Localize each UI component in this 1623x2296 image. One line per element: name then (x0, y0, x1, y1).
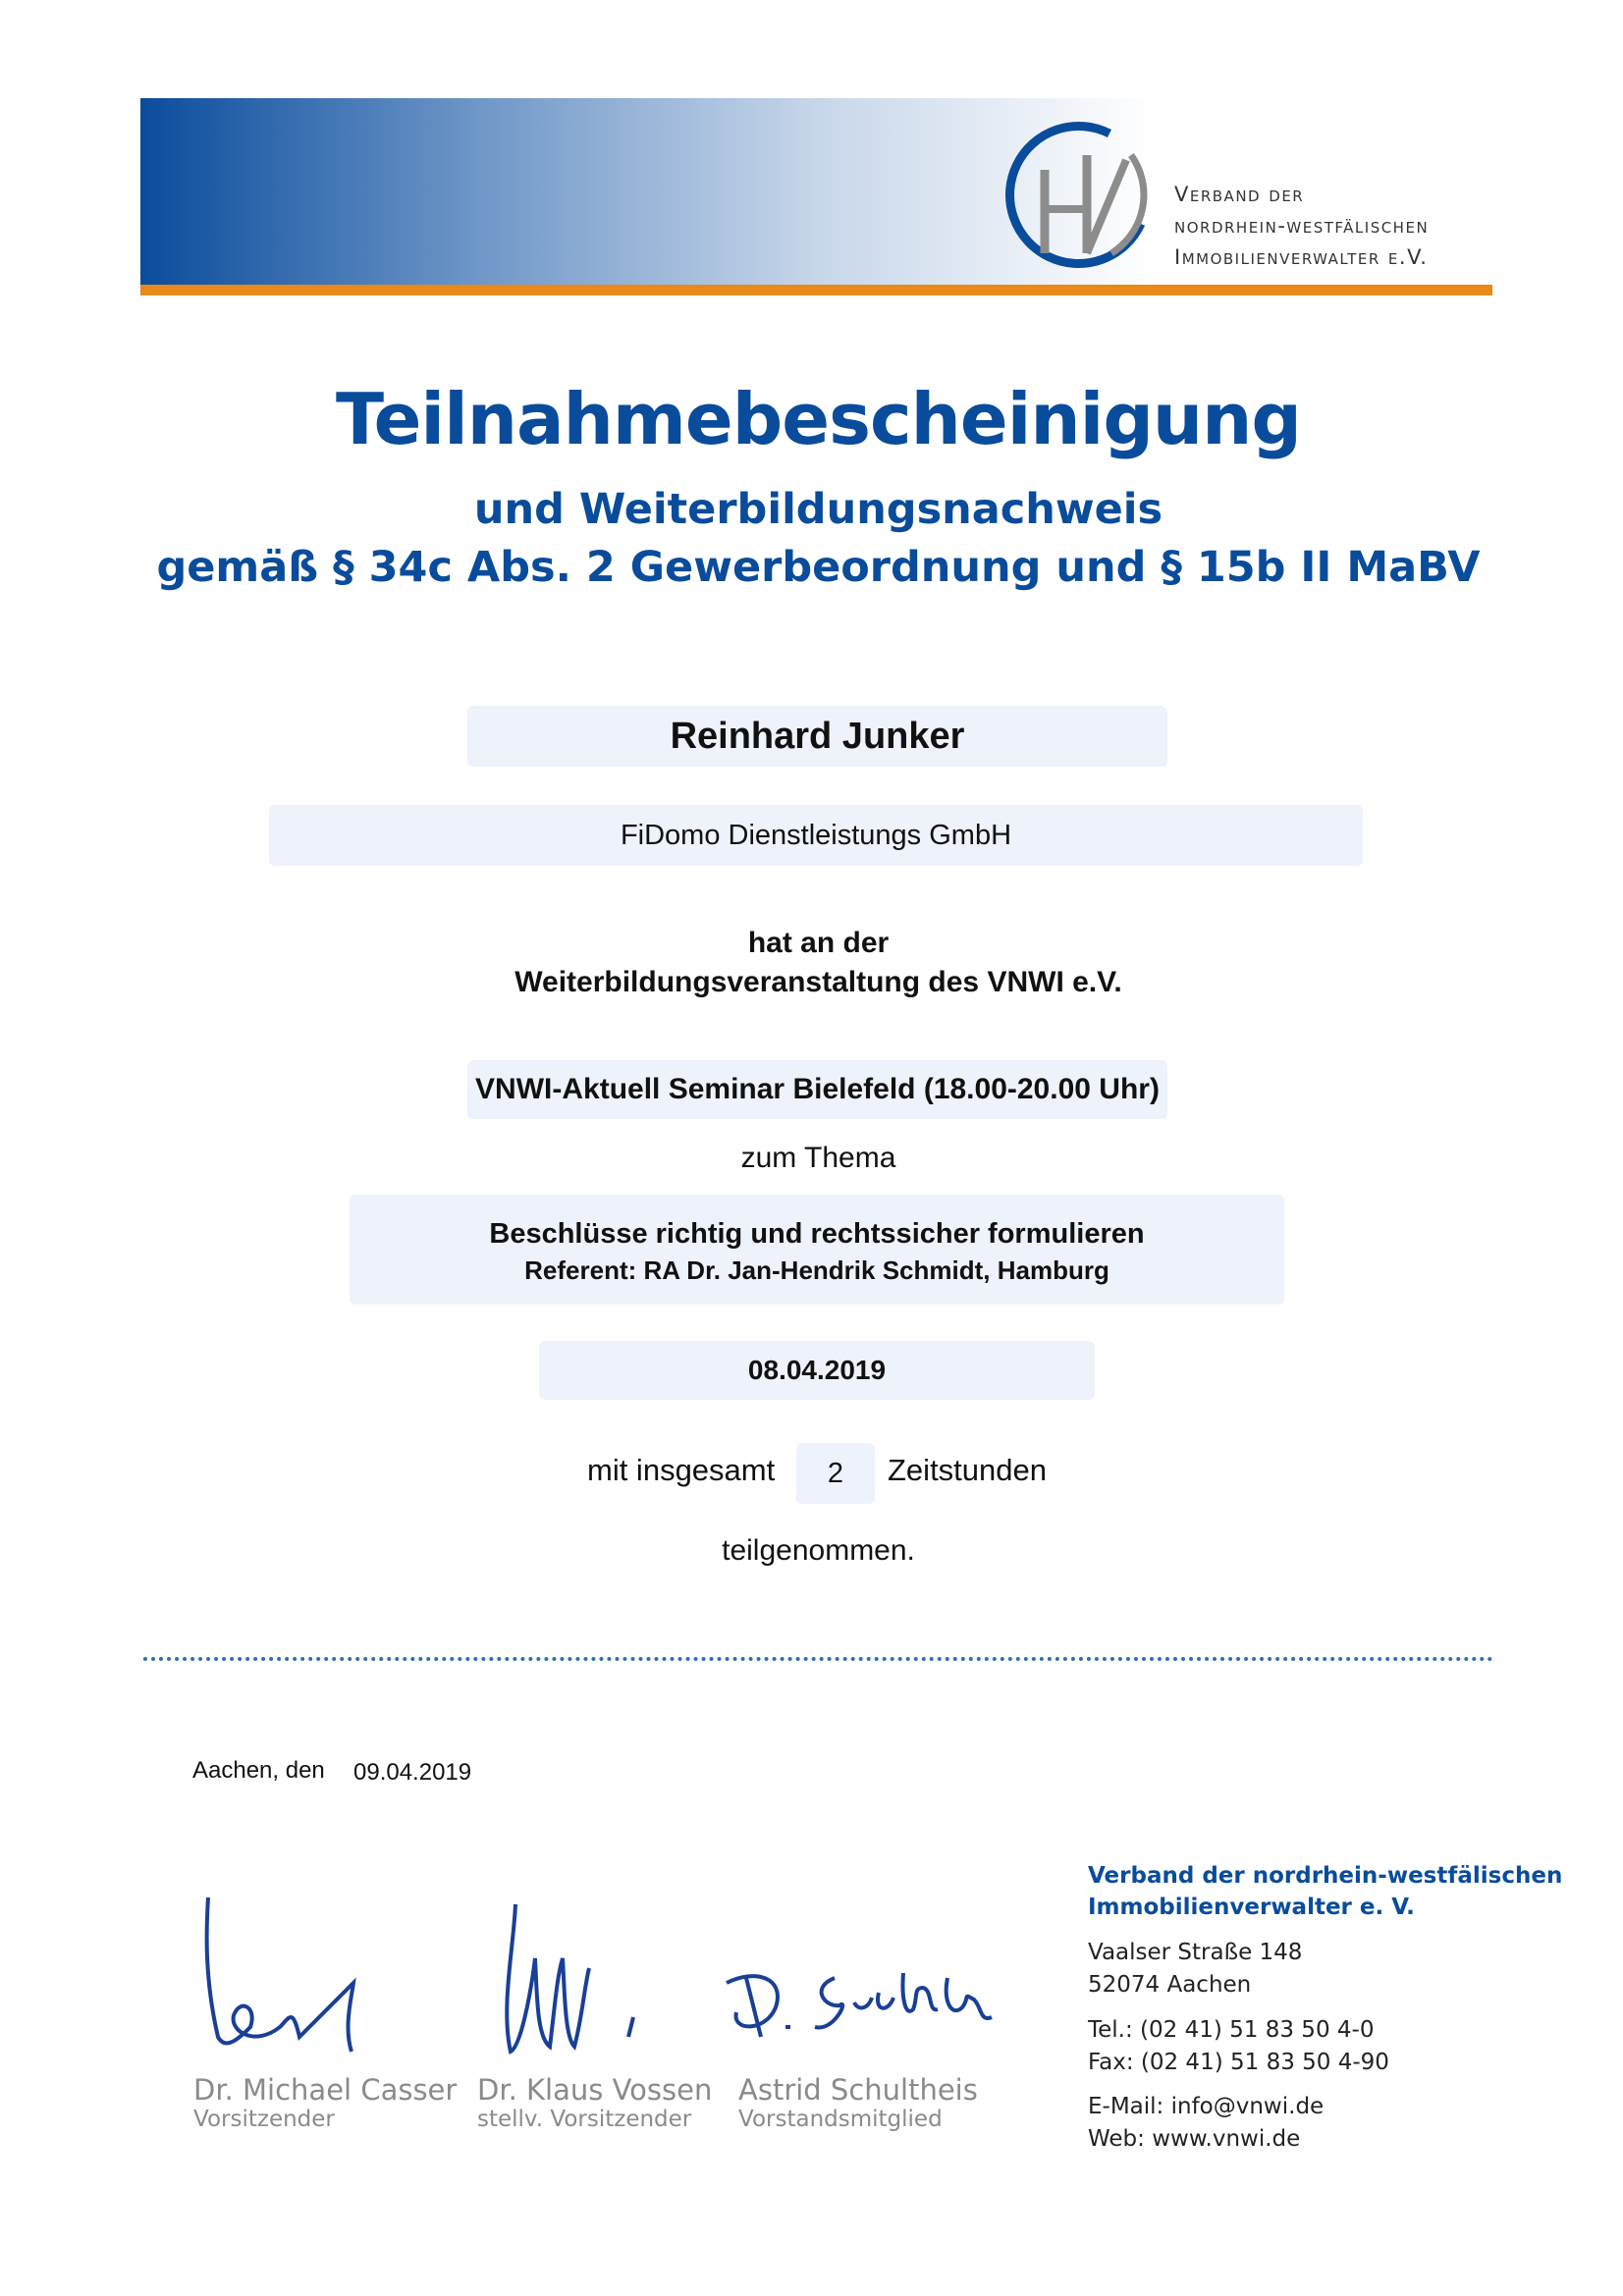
signatory-3-role: Vorstandsmitglied (738, 2107, 943, 2132)
document-subtitle-1: und Weiterbildungsnachweis (473, 485, 1163, 534)
address-fax: Fax: (02 41) 51 83 50 4-90 (1088, 2050, 1389, 2075)
address-web: Web: www.vnwi.de (1088, 2126, 1301, 2152)
header-org-name (1174, 179, 1429, 273)
address-street: Vaalser Straße 148 (1088, 1940, 1303, 1965)
hours-prefix: mit insgesamt (587, 1453, 776, 1487)
signatory-2-role: stellv. Vorsitzender (477, 2107, 692, 2132)
org-line-2: nordrhein-westfälischen (1174, 214, 1430, 238)
hours-value: 2 (827, 1458, 844, 1489)
participant-company-field (269, 805, 1363, 866)
signatory-3 (738, 2073, 978, 2132)
org-line-3: Immobilienverwalter e.V. (1174, 245, 1429, 269)
signatory-1-name: Dr. Michael Casser (193, 2073, 458, 2107)
participant-name: Reinhard Junker (670, 716, 965, 757)
address-tel: Tel.: (02 41) 51 83 50 4-0 (1088, 2017, 1375, 2043)
event-date: 08.04.2019 (747, 1355, 887, 1385)
text-teilgenommen: teilgenommen. (722, 1534, 915, 1567)
issue-place: Aachen, den (192, 1757, 325, 1784)
hours-suffix: Zeitstunden (888, 1453, 1047, 1487)
address-city: 52074 Aachen (1088, 1972, 1252, 1998)
address-org-line-2: Immobilienverwalter e. V. (1088, 1895, 1415, 1920)
signature-schultheis (717, 1949, 1011, 2066)
org-line-1: Verband der (1174, 183, 1305, 206)
dotted-divider (143, 1657, 1493, 1661)
signatory-1 (193, 2073, 457, 2132)
hv-logo-icon (994, 116, 1161, 273)
signatory-2-name: Dr. Klaus Vossen (477, 2073, 713, 2107)
signature-vossen (496, 1899, 653, 2066)
topic-speaker: Referent: RA Dr. Jan-Hendrik Schmidt, Hamburg (524, 1255, 1109, 1285)
participant-name-field (467, 706, 1167, 767)
document-title: Teilnahmebescheinigung (336, 378, 1301, 460)
topic-title: Beschlüsse richtig und rechtssicher formulieren (489, 1218, 1145, 1250)
text-hat-an-der: hat an der (747, 927, 890, 959)
signatory-2 (477, 2073, 712, 2132)
event-date-field (539, 1341, 1095, 1400)
text-veranstaltung: Weiterbildungsveranstaltung des VNWI e.V. (514, 966, 1122, 998)
participant-company: FiDomo Dienstleistungs GmbH (620, 820, 1012, 851)
event-field (467, 1060, 1167, 1119)
document-subtitle-2: gemäß § 34c Abs. 2 Gewerbeordnung und § 15b II MaBV (156, 543, 1481, 592)
signatory-1-role: Vorsitzender (193, 2107, 335, 2132)
issue-date: 09.04.2019 (353, 1759, 472, 1786)
signature-casser (196, 1890, 373, 2066)
text-zum-thema: zum Thema (740, 1142, 896, 1174)
header-orange-rule (140, 285, 1492, 295)
event-name: VNWI-Aktuell Seminar Bielefeld (18.00-20.00 Uhr) (475, 1073, 1160, 1105)
address-email: E-Mail: info@vnwi.de (1088, 2094, 1325, 2119)
topic-field (350, 1195, 1284, 1305)
signatory-3-name: Astrid Schultheis (738, 2073, 978, 2107)
hours-field (796, 1443, 875, 1504)
address-org-line-1: Verband der nordrhein-westfälischen (1088, 1863, 1563, 1889)
